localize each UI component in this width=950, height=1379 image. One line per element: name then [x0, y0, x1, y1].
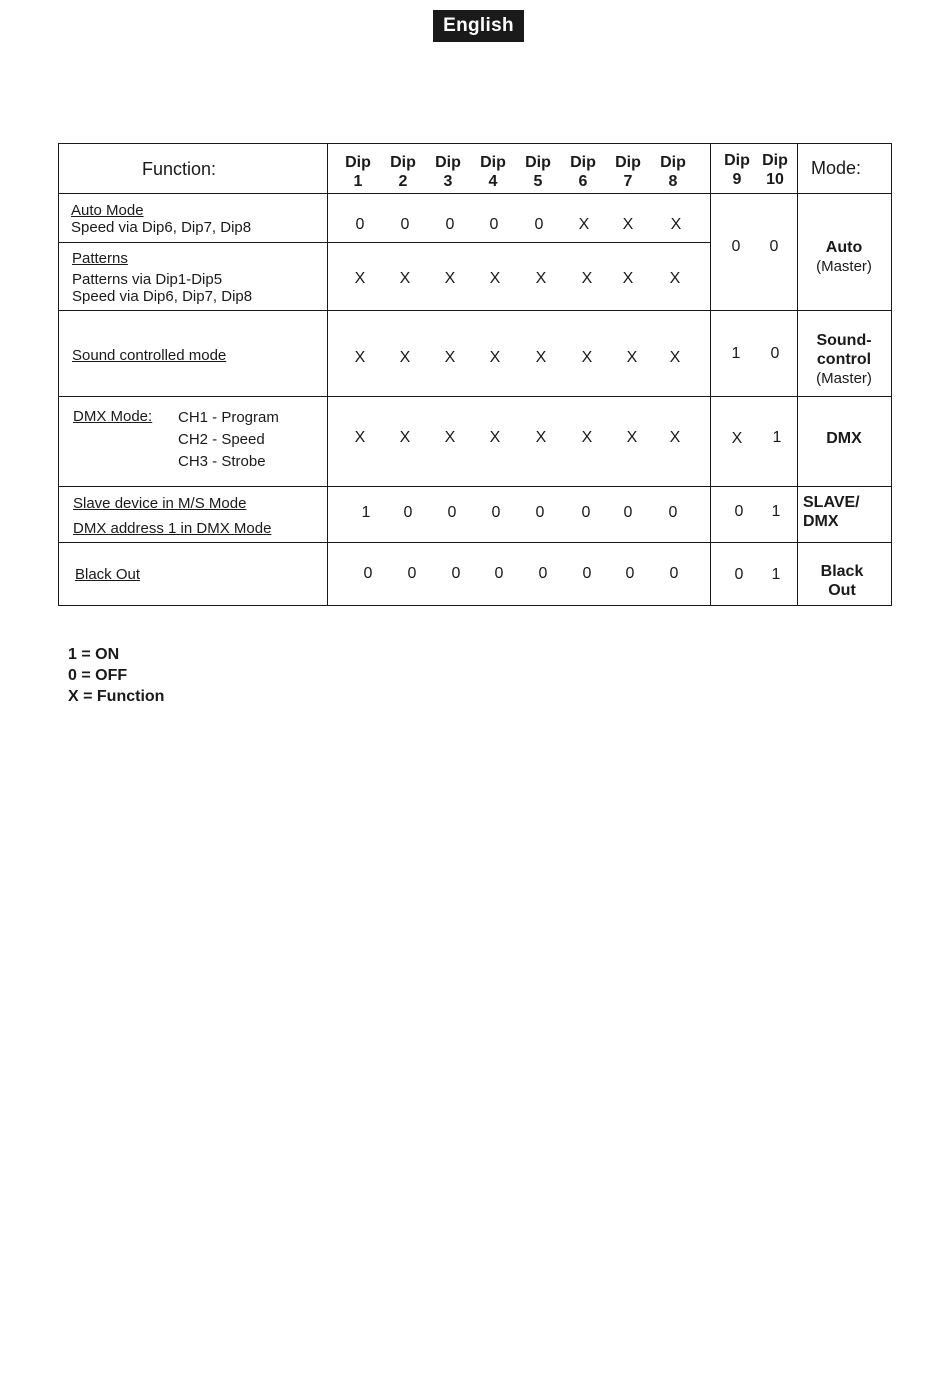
dip-8-header: Dip 8 [660, 154, 686, 190]
dip-switch-table: Function: Mode: Dip 1 Dip 2 Dip 3 Dip 4 Dip 5 Dip 6 Dip 7 Dip 8 Dip 9 Dip 10 Auto Mode Speed via Dip6, Dip7, Dip8 0 0 0 0 0 X X X Patterns Patterns via Dip1-Dip5 Speed via Dip6, Dip7, Dip8 X X X X X X X X 0 0 Auto (Master) Sound controlled mode X X X X X X X X 1 0 Sound- control (Master) DMX Mode: CH1 - Program CH2 - Speed CH3 - Strobe X X X X X X X X X 1 DMX Slave device in M/S Mode DMX address 1 in DMX Mode 1 0 0 0 0 0 0 0 0 1 SLAVE/ DMX Black Out 0 0 0 0 0 0 0 0 0 1 Black Out [58, 143, 892, 606]
legend-off: 0 = OFF [68, 667, 128, 684]
dip-2-header: Dip 2 [390, 154, 416, 190]
dip-3-header: Dip 3 [435, 154, 461, 190]
blackout-dip10: 1 [771, 566, 781, 583]
row-dmx-channels: CH1 - Program CH2 - Speed CH3 - Strobe [178, 409, 279, 470]
auto-dip9: 0 [731, 238, 741, 255]
dip-4-header: Dip 4 [480, 154, 506, 190]
dip-1-header: Dip 1 [345, 154, 371, 190]
row-auto-function: Auto Mode Speed via Dip6, Dip7, Dip8 [71, 202, 252, 236]
slave-dip9: 0 [734, 503, 744, 520]
function-header: Function: [142, 159, 217, 179]
mode-sound: Sound- control (Master) [816, 332, 872, 387]
dip-9-header: Dip 9 [724, 152, 750, 188]
dip-6-header: Dip 6 [570, 154, 596, 190]
dmx-dip9: X [731, 430, 743, 447]
mode-blackout: Black Out [820, 563, 864, 599]
mode-slave: SLAVE/ DMX [803, 494, 860, 530]
sound-dip10: 0 [770, 345, 780, 362]
row-slave-function-2: DMX address 1 in DMX Mode [73, 520, 272, 537]
mode-header: Mode: [811, 158, 862, 178]
sound-dip9: 1 [731, 345, 741, 362]
slave-dip10: 1 [771, 503, 781, 520]
legend-on: 1 = ON [68, 646, 120, 663]
row-patterns-function: Patterns Patterns via Dip1-Dip5 Speed via Dip6, Dip7, Dip8 [72, 250, 253, 305]
row-dmx-function: DMX Mode: [73, 408, 153, 425]
dip-7-header: Dip 7 [615, 154, 641, 190]
blackout-dip9: 0 [734, 566, 744, 583]
language-badge: English [433, 10, 524, 42]
dip-5-header: Dip 5 [525, 154, 551, 190]
legend [68, 644, 164, 707]
dip-10-header: Dip 10 [762, 152, 788, 188]
auto-dip10: 0 [769, 238, 779, 255]
row-slave-function: Slave device in M/S Mode [73, 495, 247, 512]
legend-function: X = Function [68, 688, 165, 705]
mode-dmx: DMX [826, 430, 862, 447]
mode-auto: Auto (Master) [816, 239, 872, 275]
dmx-dip10: 1 [772, 429, 782, 446]
row-blackout-function: Black Out [75, 566, 141, 583]
row-sound-function: Sound controlled mode [72, 347, 227, 364]
